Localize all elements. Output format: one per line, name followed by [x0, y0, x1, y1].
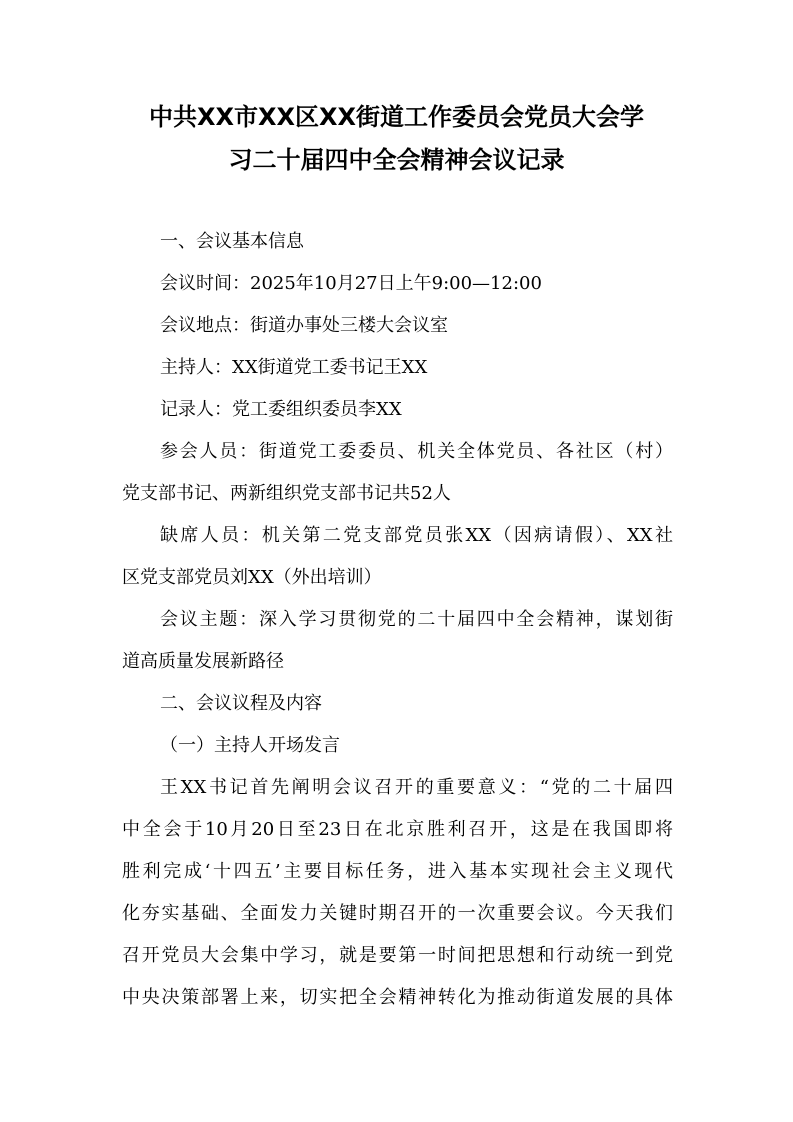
theme-line-1: 会议主题：深入学习贯彻党的二十届四中全会精神，谋划街: [160, 609, 673, 630]
meeting-place: 会议地点：街道办事处三楼大会议室: [160, 315, 448, 336]
meeting-host: 主持人：XX街道党工委书记王XX: [160, 357, 428, 378]
subsection-1-heading: （一）主持人开场发言: [160, 735, 340, 756]
document-title-line-1: 中共XX市XX区XX街道工作委员会党员大会学: [148, 103, 645, 131]
attendees-line-2: 党支部书记、两新组织党支部书记共52人: [122, 483, 451, 504]
speech-line: 中全会于10月20日至23日在北京胜利召开，这是在我国即将: [122, 819, 673, 840]
attendees-line-1: 参会人员：街道党工委委员、机关全体党员、各社区（村）: [160, 441, 673, 462]
meeting-recorder: 记录人：党工委组织委员李XX: [160, 399, 402, 420]
absentees-line-2: 区党支部党员刘XX（外出培训）: [122, 567, 382, 588]
speech-line: 中央决策部署上来，切实把全会精神转化为推动街道发展的具体: [122, 987, 673, 1008]
speech-line: 胜利完成‘十四五’主要目标任务，进入基本实现社会主义现代: [122, 861, 673, 882]
meeting-time: 会议时间：2025年10月27日上午9:00—12:00: [160, 273, 542, 294]
speech-line: 召开党员大会集中学习，就是要第一时间把思想和行动统一到党: [122, 945, 673, 966]
speech-line: 王XX书记首先阐明会议召开的重要意义：“党的二十届四: [160, 777, 673, 798]
section-2-heading: 二、会议议程及内容: [160, 693, 322, 714]
theme-line-2: 道高质量发展新路径: [122, 651, 284, 672]
section-1-heading: 一、会议基本信息: [160, 231, 304, 252]
absentees-line-1: 缺席人员：机关第二党支部党员张XX（因病请假）、XX社: [160, 525, 673, 546]
speech-line: 化夯实基础、全面发力关键时期召开的一次重要会议。今天我们: [122, 903, 673, 924]
document-title-line-2: 习二十届四中全会精神会议记录: [228, 146, 565, 174]
